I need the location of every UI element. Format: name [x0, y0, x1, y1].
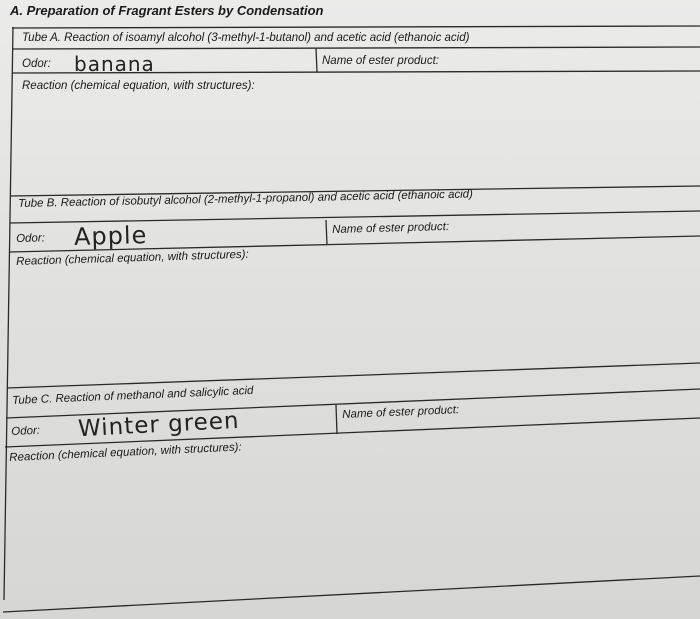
tube-c-heading: Tube C. Reaction of methanol and salicylic acid [12, 384, 254, 407]
tube-a-heading-line [12, 47, 700, 49]
tube-b-heading: Tube B. Reaction of isobutyl alcohol (2-methyl-1-propanol) and acetic acid (ethanoic acid) [18, 188, 474, 210]
tube-a-top-line [12, 26, 700, 28]
tube-b-odor-label: Odor: [16, 232, 46, 245]
tube-b-bottom-line [7, 363, 700, 388]
left-border-line [4, 27, 13, 600]
tube-b-ester-label: Name of ester product: [332, 220, 450, 236]
tube-b-divider [326, 220, 327, 245]
section-title: A. Preparation of Fragrant Esters by Condensation [10, 3, 324, 18]
tube-a-ester-label: Name of ester product: [322, 55, 439, 67]
tube-a-divider [316, 48, 317, 72]
tube-c-odor-label: Odor: [11, 424, 41, 438]
tube-b-reaction-label: Reaction (chemical equation, with structures): [16, 248, 249, 268]
tube-a-odor-label: Odor: [22, 58, 51, 70]
bottom-line [3, 576, 700, 612]
tube-a-heading: Tube A. Reaction of isoamyl alcohol (3-methyl-1-butanol) and acetic acid (ethanoic acid) [22, 32, 470, 44]
tube-b-odor-handwriting: Apple [73, 221, 148, 251]
tube-c-divider [336, 405, 337, 434]
tube-c-odor-handwriting: Winter green [77, 407, 241, 443]
tube-a-reaction-label: Reaction (chemical equation, with structures): [22, 80, 255, 92]
tube-c-reaction-label: Reaction (chemical equation, with structures): [9, 441, 242, 464]
tube-a-odor-handwriting: banana [74, 52, 155, 76]
tube-c-ester-label: Name of ester product: [342, 404, 460, 421]
